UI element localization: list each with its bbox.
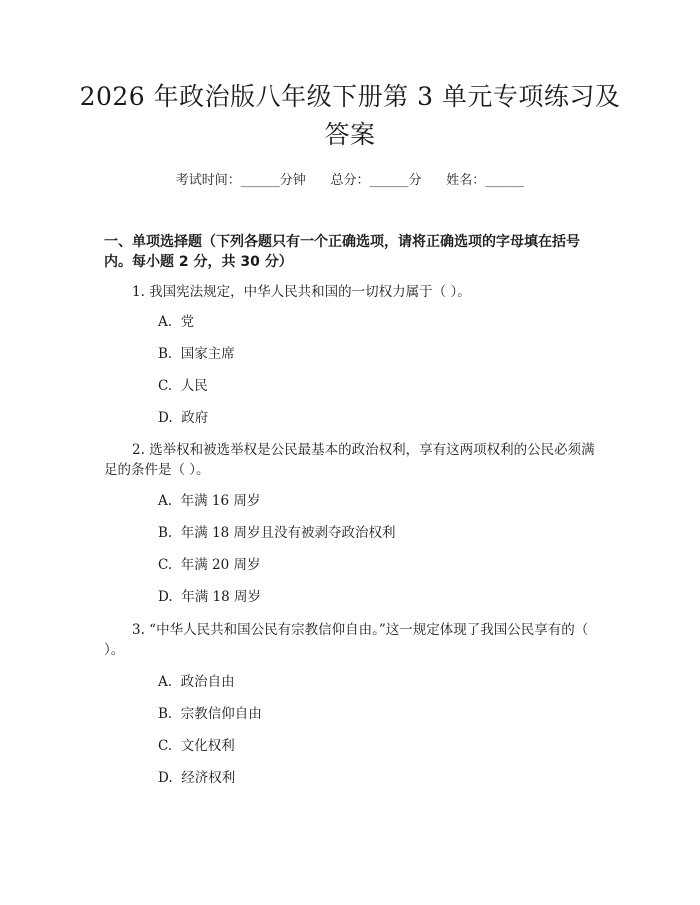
question-3-option-a: A. 政治自由	[158, 674, 235, 690]
question-3-option-d: D. 经济权利	[158, 770, 236, 786]
question-1-option-b: B. 国家主席	[158, 346, 235, 362]
question-2-option-a: A. 年满 16 周岁	[158, 493, 261, 509]
document-title: 2026 年政治版八年级下册第 3 单元专项练习及答案	[79, 82, 621, 149]
question-2-option-c: C. 年满 20 周岁	[158, 557, 261, 573]
question-1-text: 1. 我国宪法规定，中华人民共和国的一切权力属于（ ）。	[132, 284, 471, 300]
question-2-text: 2. 选举权和被选举权是公民最基本的政治权利，享有这两项权利的公民必须满足的条件是（ ）。	[104, 442, 595, 478]
section-heading: 一、单项选择题（下列各题只有一个正确选项，请将正确选项的字母填在括号内。每小题 2 分，共 30 分）	[104, 234, 580, 270]
question-3-option-b: B. 宗教信仰自由	[158, 706, 262, 722]
question-1-option-d: D. 政府	[158, 410, 209, 426]
question-2-option-d: D. 年满 18 周岁	[158, 589, 261, 605]
question-1-option-c: C. 人民	[158, 378, 208, 394]
question-3-text: 3. “中华人民共和国公民有宗教信仰自由。”这一规定体现了我国公民享有的（ ）。	[104, 622, 589, 658]
question-1-option-a: A. 党	[158, 314, 195, 330]
exam-meta-line: 考试时间：______分钟 总分：______分 姓名：______	[175, 173, 525, 188]
question-2-option-b: B. 年满 18 周岁且没有被剥夺政治权利	[158, 525, 396, 541]
question-3-option-c: C. 文化权利	[158, 738, 235, 754]
